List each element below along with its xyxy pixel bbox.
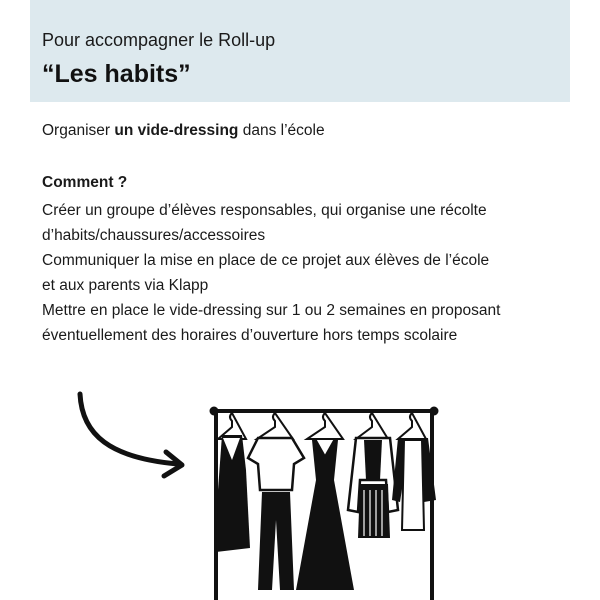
- curved-arrow-icon: [80, 394, 182, 476]
- header-banner: [30, 0, 570, 102]
- body-line: éventuellement des horaires d’ouverture hors temps scolaire: [42, 327, 458, 344]
- body-line: d’habits/chaussures/accessoires: [42, 227, 266, 244]
- intro-after: dans l’école: [238, 122, 325, 139]
- illustration: [0, 380, 600, 600]
- header-subtitle: Pour accompagner le Roll-up: [42, 30, 276, 50]
- intro-text: [42, 122, 325, 140]
- body-line: Mettre en place le vide-dressing sur 1 ou 2 semaines en proposant: [42, 302, 501, 319]
- body-line: et aux parents via Klapp: [42, 277, 209, 294]
- body-text: [42, 198, 570, 348]
- body-line: Communiquer la mise en place de ce projet aux élèves de l’école: [42, 252, 490, 269]
- clothes-rack-icon: [210, 407, 438, 600]
- page-title: “Les habits”: [42, 60, 191, 88]
- section-heading: Comment ?: [42, 174, 128, 191]
- intro-bold: un vide-dressing: [114, 122, 239, 139]
- body-line: Créer un groupe d’élèves responsables, qui organise une récolte: [42, 202, 487, 219]
- intro-before: Organiser: [42, 122, 115, 139]
